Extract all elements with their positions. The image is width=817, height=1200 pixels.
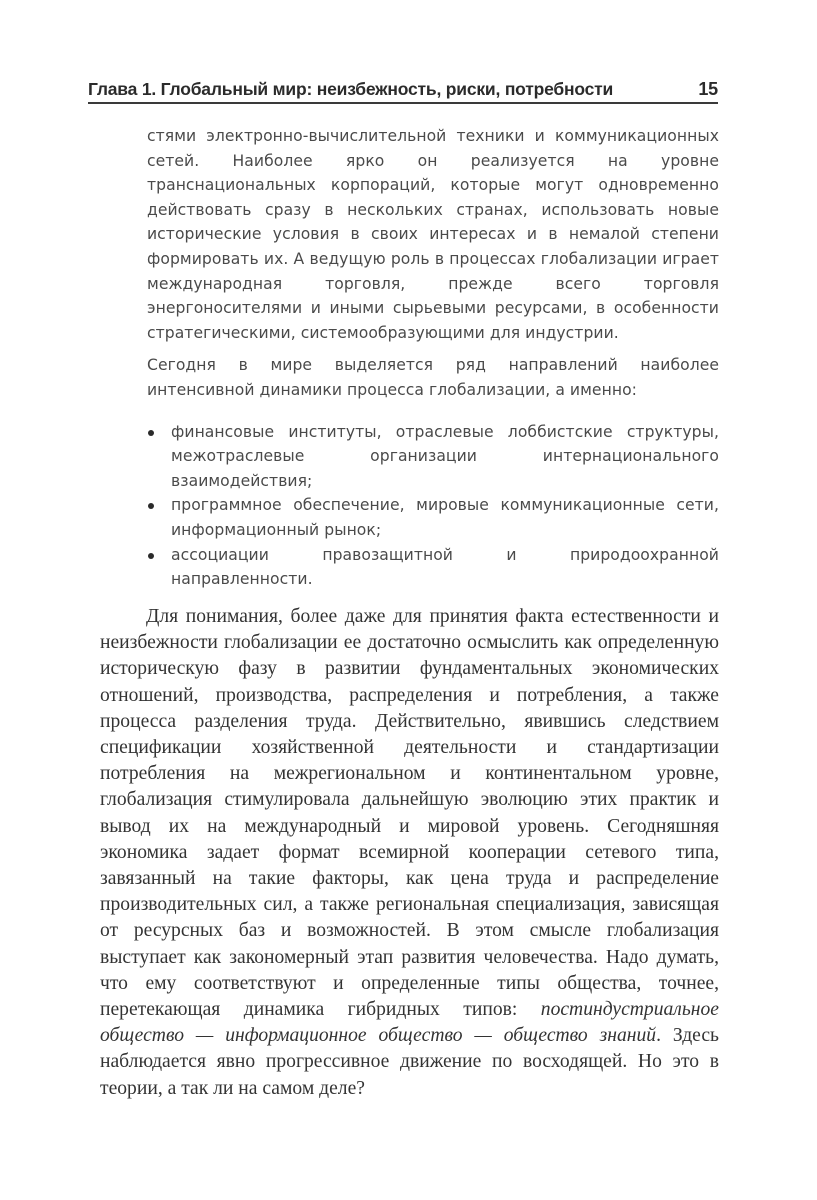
page-number: 15 (698, 79, 718, 99)
list-item: ассоциации правозащитной и природоохранной направленности. (147, 543, 719, 592)
text-run: . Здесь наблюдается явно прогрессивное движение по восходящей. Но это в теории, а так ли на самом деле? (100, 1025, 719, 1099)
sans-serif-excerpt (147, 124, 719, 592)
text-run: Для понимания, более даже для принятия факта естественности и неизбежности глобализации ее достаточно осмыслить как определенную историческую фазу в развитии фундаментальных экономических отношений, производства, распределения и потребления, а также процесса разделения труда. Действительно, явившись следствием спецификации хозяйственной деятельности и стандартизации потребления на межрегиональном и континентальном уровне, глобализация стимулировала дальнейшую эволюцию этих практик и вывод их на международный и мировой уровень. Сегодняшняя экономика задает формат всемирной кооперации сетевого типа, завязанный на такие факторы, как цена труда и распределение производительных сил, а также региональная специализация, зависящая от ресурсных баз и возможностей. В этом смысле глобализация выступает как закономерный этап развития человечества. Надо думать, что ему соответствуют и определенные типы общества, точнее, перетекающая динамика гибридных типов: (100, 606, 719, 1021)
paragraph: стями электронно-вычислительной техники и коммуникационных сетей. Наиболее ярко он реализуется на уровне транснациональных корпораций, которые могут одновременно действовать сразу в нескольких странах, использовать новые исторические условия в своих интересах и в немалой степени формировать их. А ведущую роль в процессах глобализации играет международная торговля, прежде всего торговля энергоносителями и иными сырьевыми ресурсами, в особенности стратегическими, системообразующими для индустрии. (147, 127, 719, 342)
list-item: финансовые институты, отраслевые лоббистские структуры, межотраслевые организации интернационального взаимодействия; (147, 420, 719, 494)
list-item: программное обеспечение, мировые коммуникационные сети, информационный рынок; (147, 493, 719, 542)
main-body-text (100, 604, 719, 1102)
paragraph (100, 604, 719, 1102)
paragraph: Сегодня в мире выделяется ряд направлений наиболее интенсивной динамики процесса глобализации, а именно: (147, 356, 719, 399)
bullet-list (147, 420, 719, 592)
chapter-title: Глава 1. Глобальный мир: неизбежность, риски, потребности (88, 79, 614, 99)
running-head (88, 78, 718, 104)
italic-emphasis: постиндустриальное общество — информационное общество — общество знаний (100, 999, 719, 1047)
